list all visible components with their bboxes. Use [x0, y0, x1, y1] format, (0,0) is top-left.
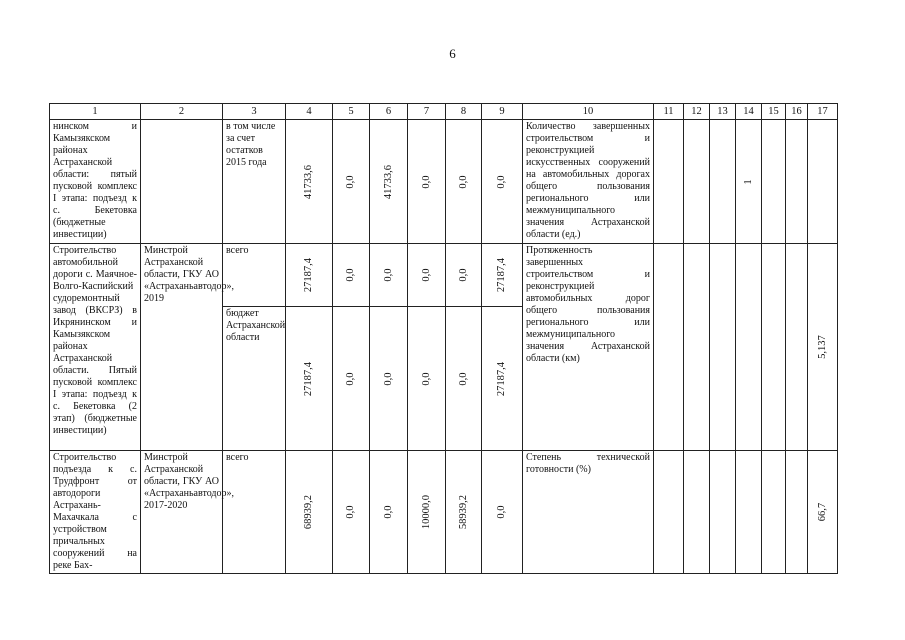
value-cell-7: 0,0: [408, 307, 446, 451]
value-cell-7: 0,0: [408, 120, 446, 244]
table-row: [50, 120, 838, 244]
value-cell-11: [654, 451, 684, 574]
executor-cell: Минстрой Астраханской области, ГКУ АО «Астраханьавтодор», 2017-2020: [141, 451, 223, 574]
program-table: [49, 103, 838, 574]
header-cell: 4: [286, 104, 333, 120]
value-cell-4: 68939,2: [286, 451, 333, 574]
header-cell: 5: [333, 104, 370, 120]
header-cell: 17: [808, 104, 838, 120]
header-cell: 6: [370, 104, 408, 120]
value-cell-9: 0,0: [482, 451, 523, 574]
object-name-cell: Строительство автомобильной дороги с. Маячное-Волго-Каспийский судоремонтный завод (ВКСРЗ) в Икрянинском и Камызякском районах Астраханской области. Пятый пусковой комплекс I этапа: подъезд к с. Бекетовка (2 этап) (бюджетные инвестиции): [50, 244, 141, 451]
value-cell-7: 0,0: [408, 244, 446, 307]
value-cell-4: 27187,4: [286, 307, 333, 451]
source-cell: бюджет Астраханской области: [223, 307, 286, 451]
value-cell-4: 27187,4: [286, 244, 333, 307]
header-cell: 11: [654, 104, 684, 120]
value-cell-6: 0,0: [370, 244, 408, 307]
value-cell-11: [654, 120, 684, 244]
value-cell-15: [762, 451, 786, 574]
value-cell-13: [710, 120, 736, 244]
header-row: [50, 104, 838, 120]
header-cell: 3: [223, 104, 286, 120]
page-number: 6: [449, 46, 456, 61]
header-cell: 12: [684, 104, 710, 120]
value-cell-8: 58939,2: [446, 451, 482, 574]
object-name-cell: Строительство подъезда к с. Трудфронт от автодороги Астрахань-Махачкала с устройством причальных сооружений на реке Бах-: [50, 451, 141, 574]
source-cell: в том числе за счет остатков 2015 года: [223, 120, 286, 244]
value-cell-17: 5,137: [808, 244, 838, 451]
header-cell: 9: [482, 104, 523, 120]
object-name-cell: нинском и Камызякском районах Астраханской области: пятый пусковой комплекс I этапа: подъезд к с. Бекетовка (бюджетные инвестиции): [50, 120, 141, 244]
value-cell-13: [710, 244, 736, 451]
value-cell-16: [786, 120, 808, 244]
value-cell-5: 0,0: [333, 307, 370, 451]
header-cell: 2: [141, 104, 223, 120]
header-cell: 14: [736, 104, 762, 120]
header-cell: 1: [50, 104, 141, 120]
value-cell-8: 0,0: [446, 307, 482, 451]
header-cell: 10: [523, 104, 654, 120]
value-cell-15: [762, 120, 786, 244]
value-cell-13: [710, 451, 736, 574]
value-cell-11: [654, 244, 684, 451]
value-cell-14: [736, 244, 762, 451]
header-cell: 13: [710, 104, 736, 120]
value-cell-9: 27187,4: [482, 244, 523, 307]
value-cell-6: 41733,6: [370, 120, 408, 244]
value-cell-16: [786, 451, 808, 574]
table-row: [50, 244, 838, 307]
value-cell-5: 0,0: [333, 244, 370, 307]
value-cell-6: 0,0: [370, 307, 408, 451]
header-cell: 7: [408, 104, 446, 120]
value-cell-12: [684, 120, 710, 244]
indicator-cell: Протяженность завершенных строительством и реконструкцией автомобильных дорог общего пользования регионального или межмуниципального значения Астраханской области (км): [523, 244, 654, 451]
value-cell-16: [786, 244, 808, 451]
value-cell-14: [736, 451, 762, 574]
source-cell: всего: [223, 451, 286, 574]
executor-cell: Минстрой Астраханской области, ГКУ АО «Астраханьавтодор», 2019: [141, 244, 223, 451]
value-cell-4: 41733,6: [286, 120, 333, 244]
value-cell-5: 0,0: [333, 120, 370, 244]
value-cell-12: [684, 451, 710, 574]
value-cell-7: 10000,0: [408, 451, 446, 574]
value-cell-15: [762, 244, 786, 451]
indicator-cell: Количество завершенных строительством и реконструкцией искусственных сооружений на автомобильных дорогах общего пользования регионального или межмуниципального значения Астраханской области (ед.): [523, 120, 654, 244]
header-cell: 8: [446, 104, 482, 120]
value-cell-17: 66,7: [808, 451, 838, 574]
table-row: [50, 451, 838, 574]
value-cell-9: 0,0: [482, 120, 523, 244]
value-cell-8: 0,0: [446, 244, 482, 307]
indicator-cell: Степень технической готовности (%): [523, 451, 654, 574]
value-cell-8: 0,0: [446, 120, 482, 244]
source-cell: всего: [223, 244, 286, 307]
value-cell-5: 0,0: [333, 451, 370, 574]
value-cell-12: [684, 244, 710, 451]
header-cell: 15: [762, 104, 786, 120]
value-cell-6: 0,0: [370, 451, 408, 574]
value-cell-9: 27187,4: [482, 307, 523, 451]
executor-cell: [141, 120, 223, 244]
value-cell-17: [808, 120, 838, 244]
header-cell: 16: [786, 104, 808, 120]
value-cell-14: 1: [736, 120, 762, 244]
